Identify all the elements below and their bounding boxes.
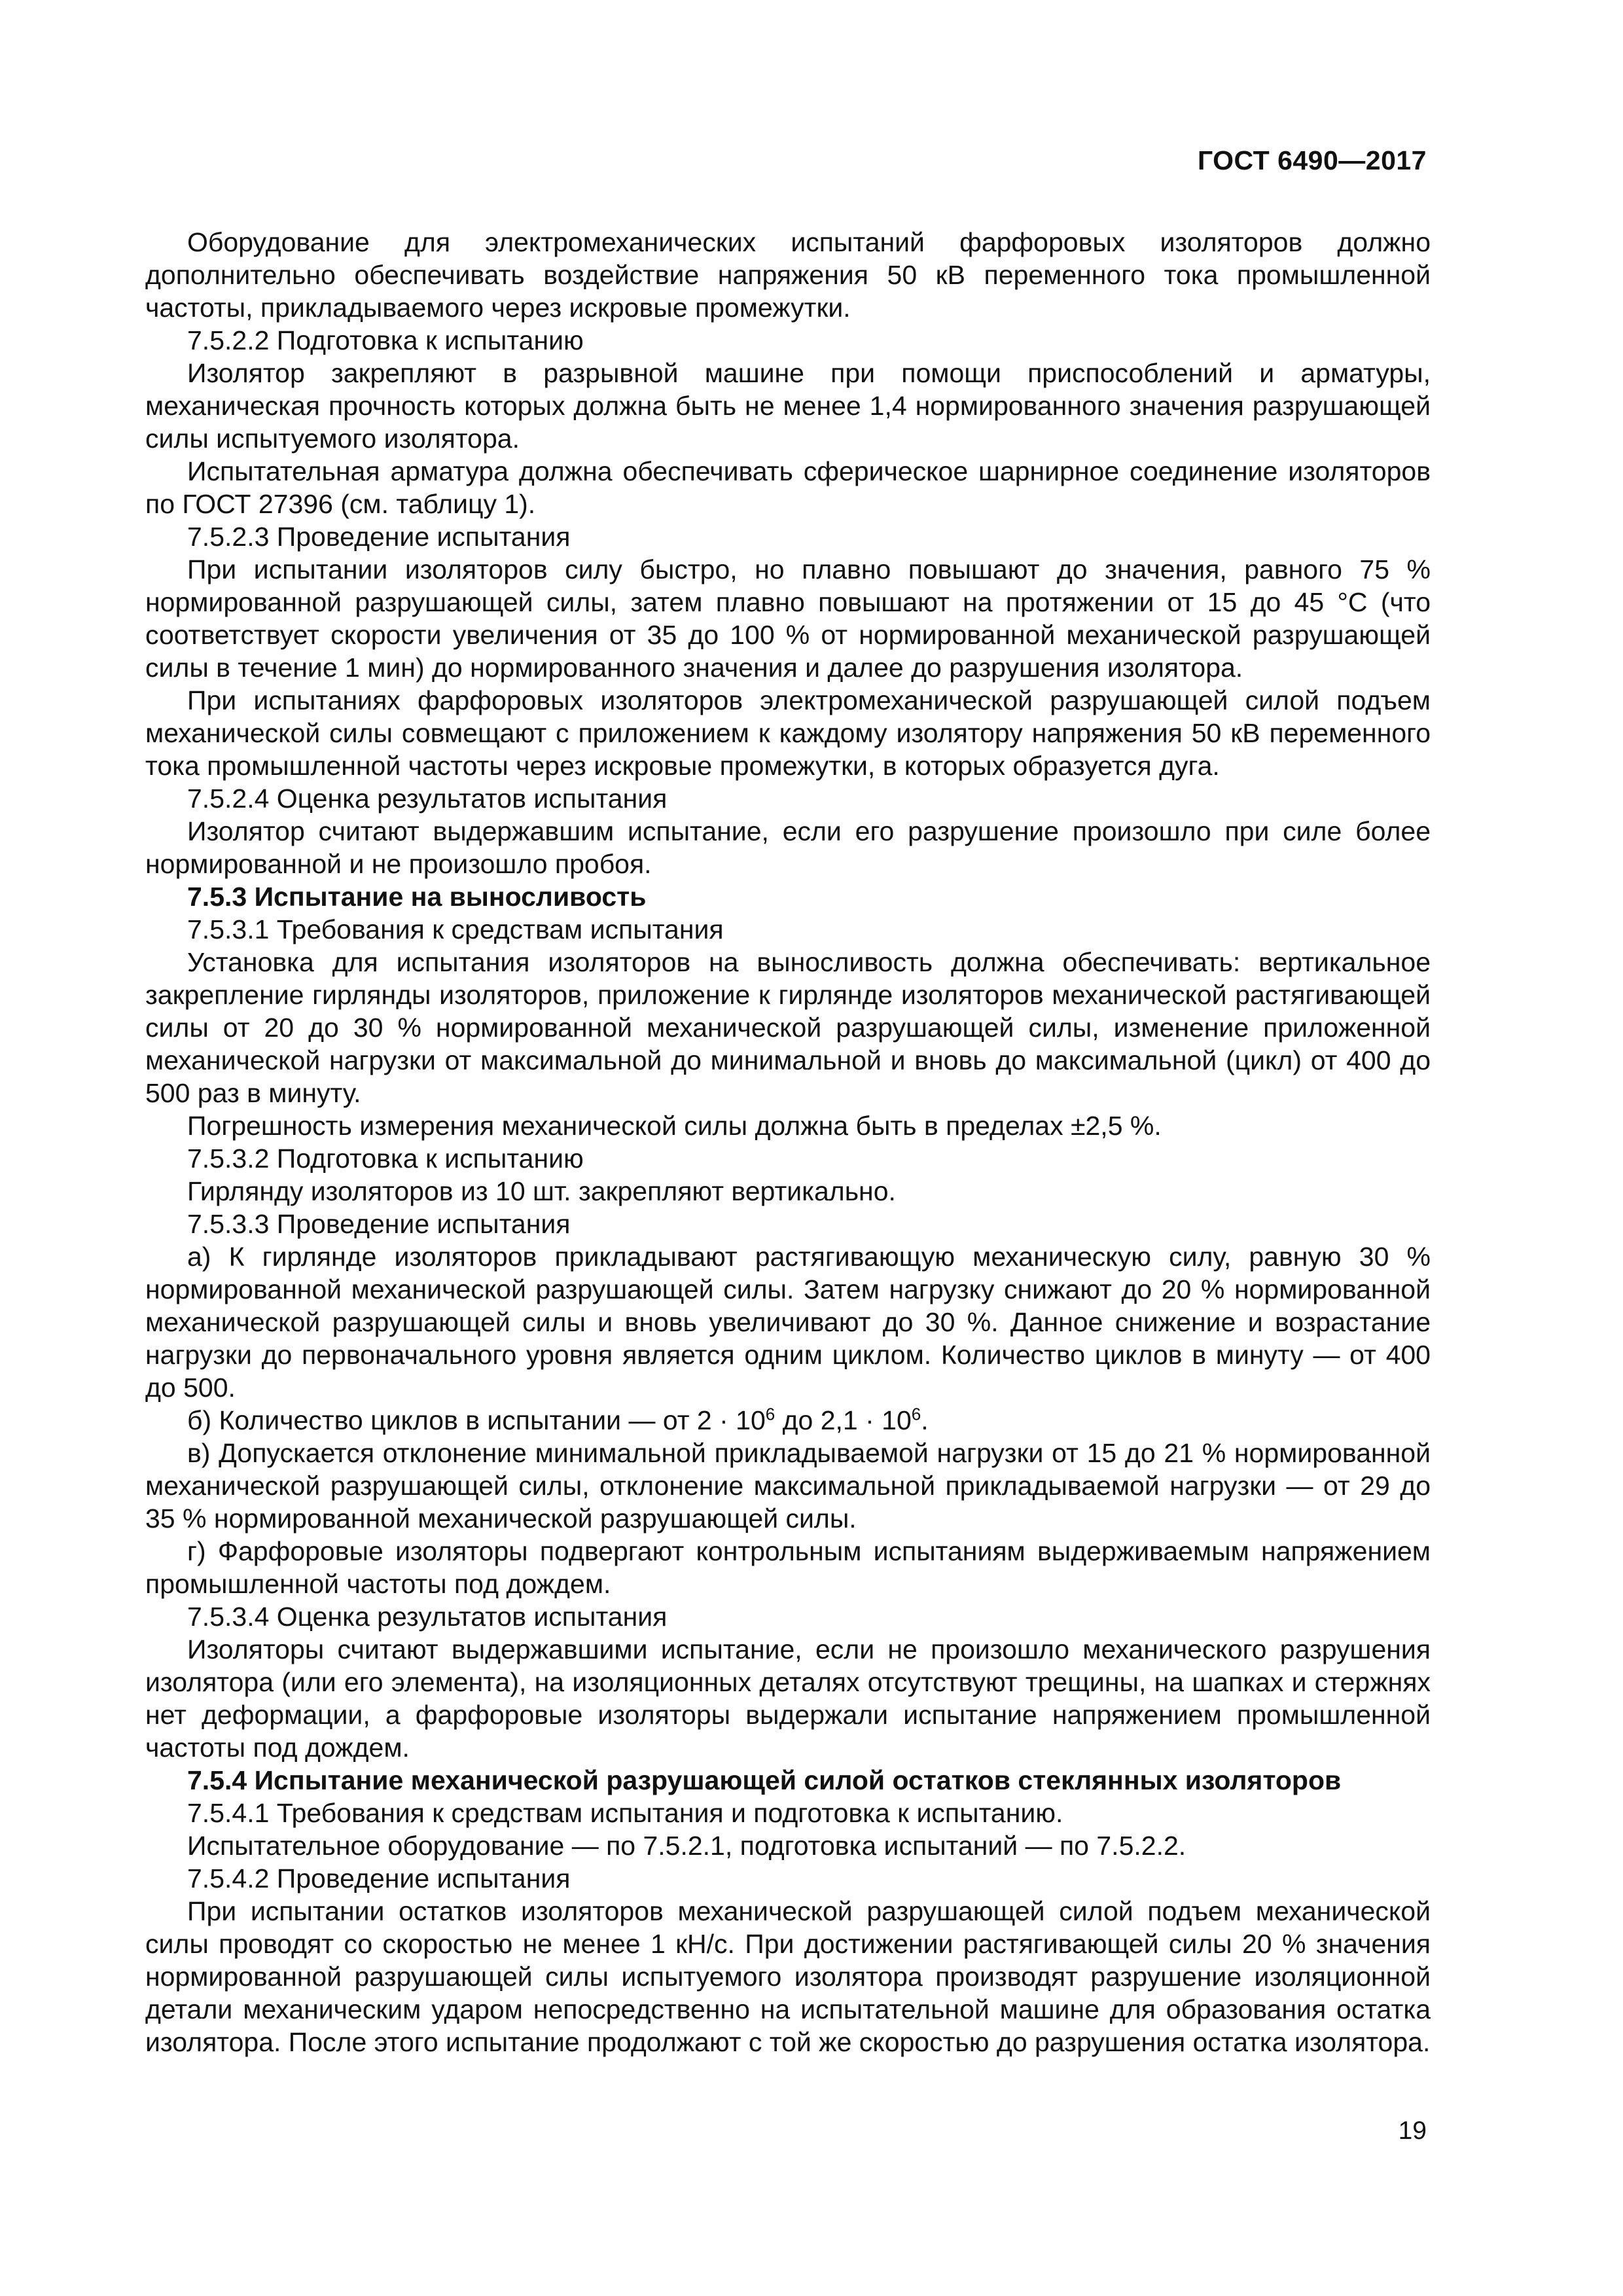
list-item	[145, 1404, 1431, 1437]
subsection-heading: 7.5.3.2 Подготовка к испытанию	[187, 1143, 584, 1174]
cycles-text-middle: до 2,1 · 10	[775, 1405, 912, 1435]
subsection-heading: 7.5.2.3 Проведение испытания	[187, 522, 571, 552]
subsection-heading: 7.5.3.3 Проведение испытания	[187, 1209, 571, 1239]
paragraph: Установка для испытания изоляторов на выносливость должна обеспечивать: вертикальное закрепление гирлянды изоляторов, приложение к гирлянде изоляторов механической растягивающей силы от 20 до 30 % нормированной механической разрушающей силы, изменение приложенной механической нагрузки от максимальной до минимальной и вновь до максимальной (цикл) от 400 до 500 раз в минуту.	[145, 947, 1431, 1108]
paragraph: Изоляторы считают выдержавшими испытание, если не произошло механического разрушения изолятора (или его элемента), на изоляционных деталях отсутствуют трещины, на шапках и стержнях нет деформации, а фарфоровые изоляторы выдержали испытание напряжением промышленной частоты под дождем.	[145, 1634, 1431, 1763]
page-body	[145, 226, 1431, 2058]
paragraph: При испытаниях фарфоровых изоляторов электромеханической разрушающей силой подъем механической силы совмещают с приложением к каждому изолятору напряжения 50 кВ переменного тока промышленной частоты через искровые промежутки, в которых образуется дуга.	[145, 685, 1431, 781]
list-item: в) Допускается отклонение минимальной прикладываемой нагрузки от 15 до 21 % нормированной механической разрушающей силы, отклонение максимальной прикладываемой нагрузки — от 29 до 35 % нормированной механической разрушающей силы.	[145, 1438, 1431, 1534]
paragraph: Оборудование для электромеханических испытаний фарфоровых изоляторов должно дополнительно обеспечивать воздействие напряжения 50 кВ переменного тока промышленной частоты, прикладываемого через искровые промежутки.	[145, 227, 1431, 323]
paragraph: Испытательная арматура должна обеспечивать сферическое шарнирное соединение изоляторов по ГОСТ 27396 (см. таблицу 1).	[145, 456, 1431, 519]
subsection-heading: 7.5.4.2 Проведение испытания	[187, 1863, 571, 1893]
cycles-text-suffix: .	[921, 1405, 929, 1435]
paragraph: Погрешность измерения механической силы должна быть в пределах ±2,5 %.	[187, 1111, 1162, 1141]
subsection-heading: 7.5.4.1 Требования к средствам испытания и подготовка к испытанию.	[187, 1798, 1063, 1828]
page-number: 19	[1398, 2117, 1427, 2145]
standard-code: ГОСТ 6490—2017	[1197, 145, 1427, 175]
subsection-heading: 7.5.2.2 Подготовка к испытанию	[187, 325, 584, 355]
paragraph: Гирлянду изоляторов из 10 шт. закрепляют вертикально.	[187, 1176, 896, 1206]
list-item: г) Фарфоровые изоляторы подвергают контрольным испытаниям выдерживаемым напряжением промышленной частоты под дождем.	[145, 1536, 1431, 1599]
subsection-heading: 7.5.2.4 Оценка результатов испытания	[187, 783, 668, 814]
subsection-heading: 7.5.3.4 Оценка результатов испытания	[187, 1602, 668, 1632]
paragraph: При испытании изоляторов силу быстро, но плавно повышают до значения, равного 75 % нормированной разрушающей силы, затем плавно повышают на протяжении от 15 до 45 °С (что соответствует скорости увеличения от 35 до 100 % от нормированной механической разрушающей силы в течение 1 мин) до нормированного значения и далее до разрушения изолятора.	[145, 554, 1431, 683]
section-heading: 7.5.4 Испытание механической разрушающей силой остатков стеклянных изоляторов	[187, 1765, 1342, 1795]
paragraph: При испытании остатков изоляторов механической разрушающей силой подъем механической силы проводят со скоростью не менее 1 кН/с. При достижении растягивающей силы 20 % значения нормированной разрушающей силы испытуемого изолятора производят разрушение изоляционной детали механическим ударом непосредственно на испытательной машине для образования остатка изолятора. После этого испытание продолжают с той же скоростью до разрушения остатка изолятора.	[145, 1896, 1431, 2057]
subsection-heading: 7.5.3.1 Требования к средствам испытания	[187, 914, 724, 944]
paragraph: Изолятор закрепляют в разрывной машине при помощи приспособлений и арматуры, механическая прочность которых должна быть не менее 1,4 нормированного значения разрушающей силы испытуемого изолятора.	[145, 358, 1431, 454]
exponent: 6	[765, 1404, 776, 1424]
list-item: а) К гирлянде изоляторов прикладывают растягивающую механическую силу, равную 30 % нормированной механической разрушающей силы. Затем нагрузку снижают до 20 % нормированной механической разрушающей силы и вновь увеличивают до 30 %. Данное снижение и возрастание нагрузки до первоначального уровня является одним циклом. Количество циклов в минуту — от 400 до 500.	[145, 1242, 1431, 1403]
paragraph: Изолятор считают выдержавшим испытание, если его разрушение произошло при силе более нормированной и не произошло пробоя.	[145, 816, 1431, 879]
paragraph: Испытательное оборудование — по 7.5.2.1, подготовка испытаний — по 7.5.2.2.	[187, 1831, 1186, 1861]
cycles-text-prefix: б) Количество циклов в испытании — от 2 · 10	[187, 1405, 766, 1435]
exponent: 6	[911, 1404, 921, 1424]
section-heading: 7.5.3 Испытание на выносливость	[187, 882, 647, 912]
